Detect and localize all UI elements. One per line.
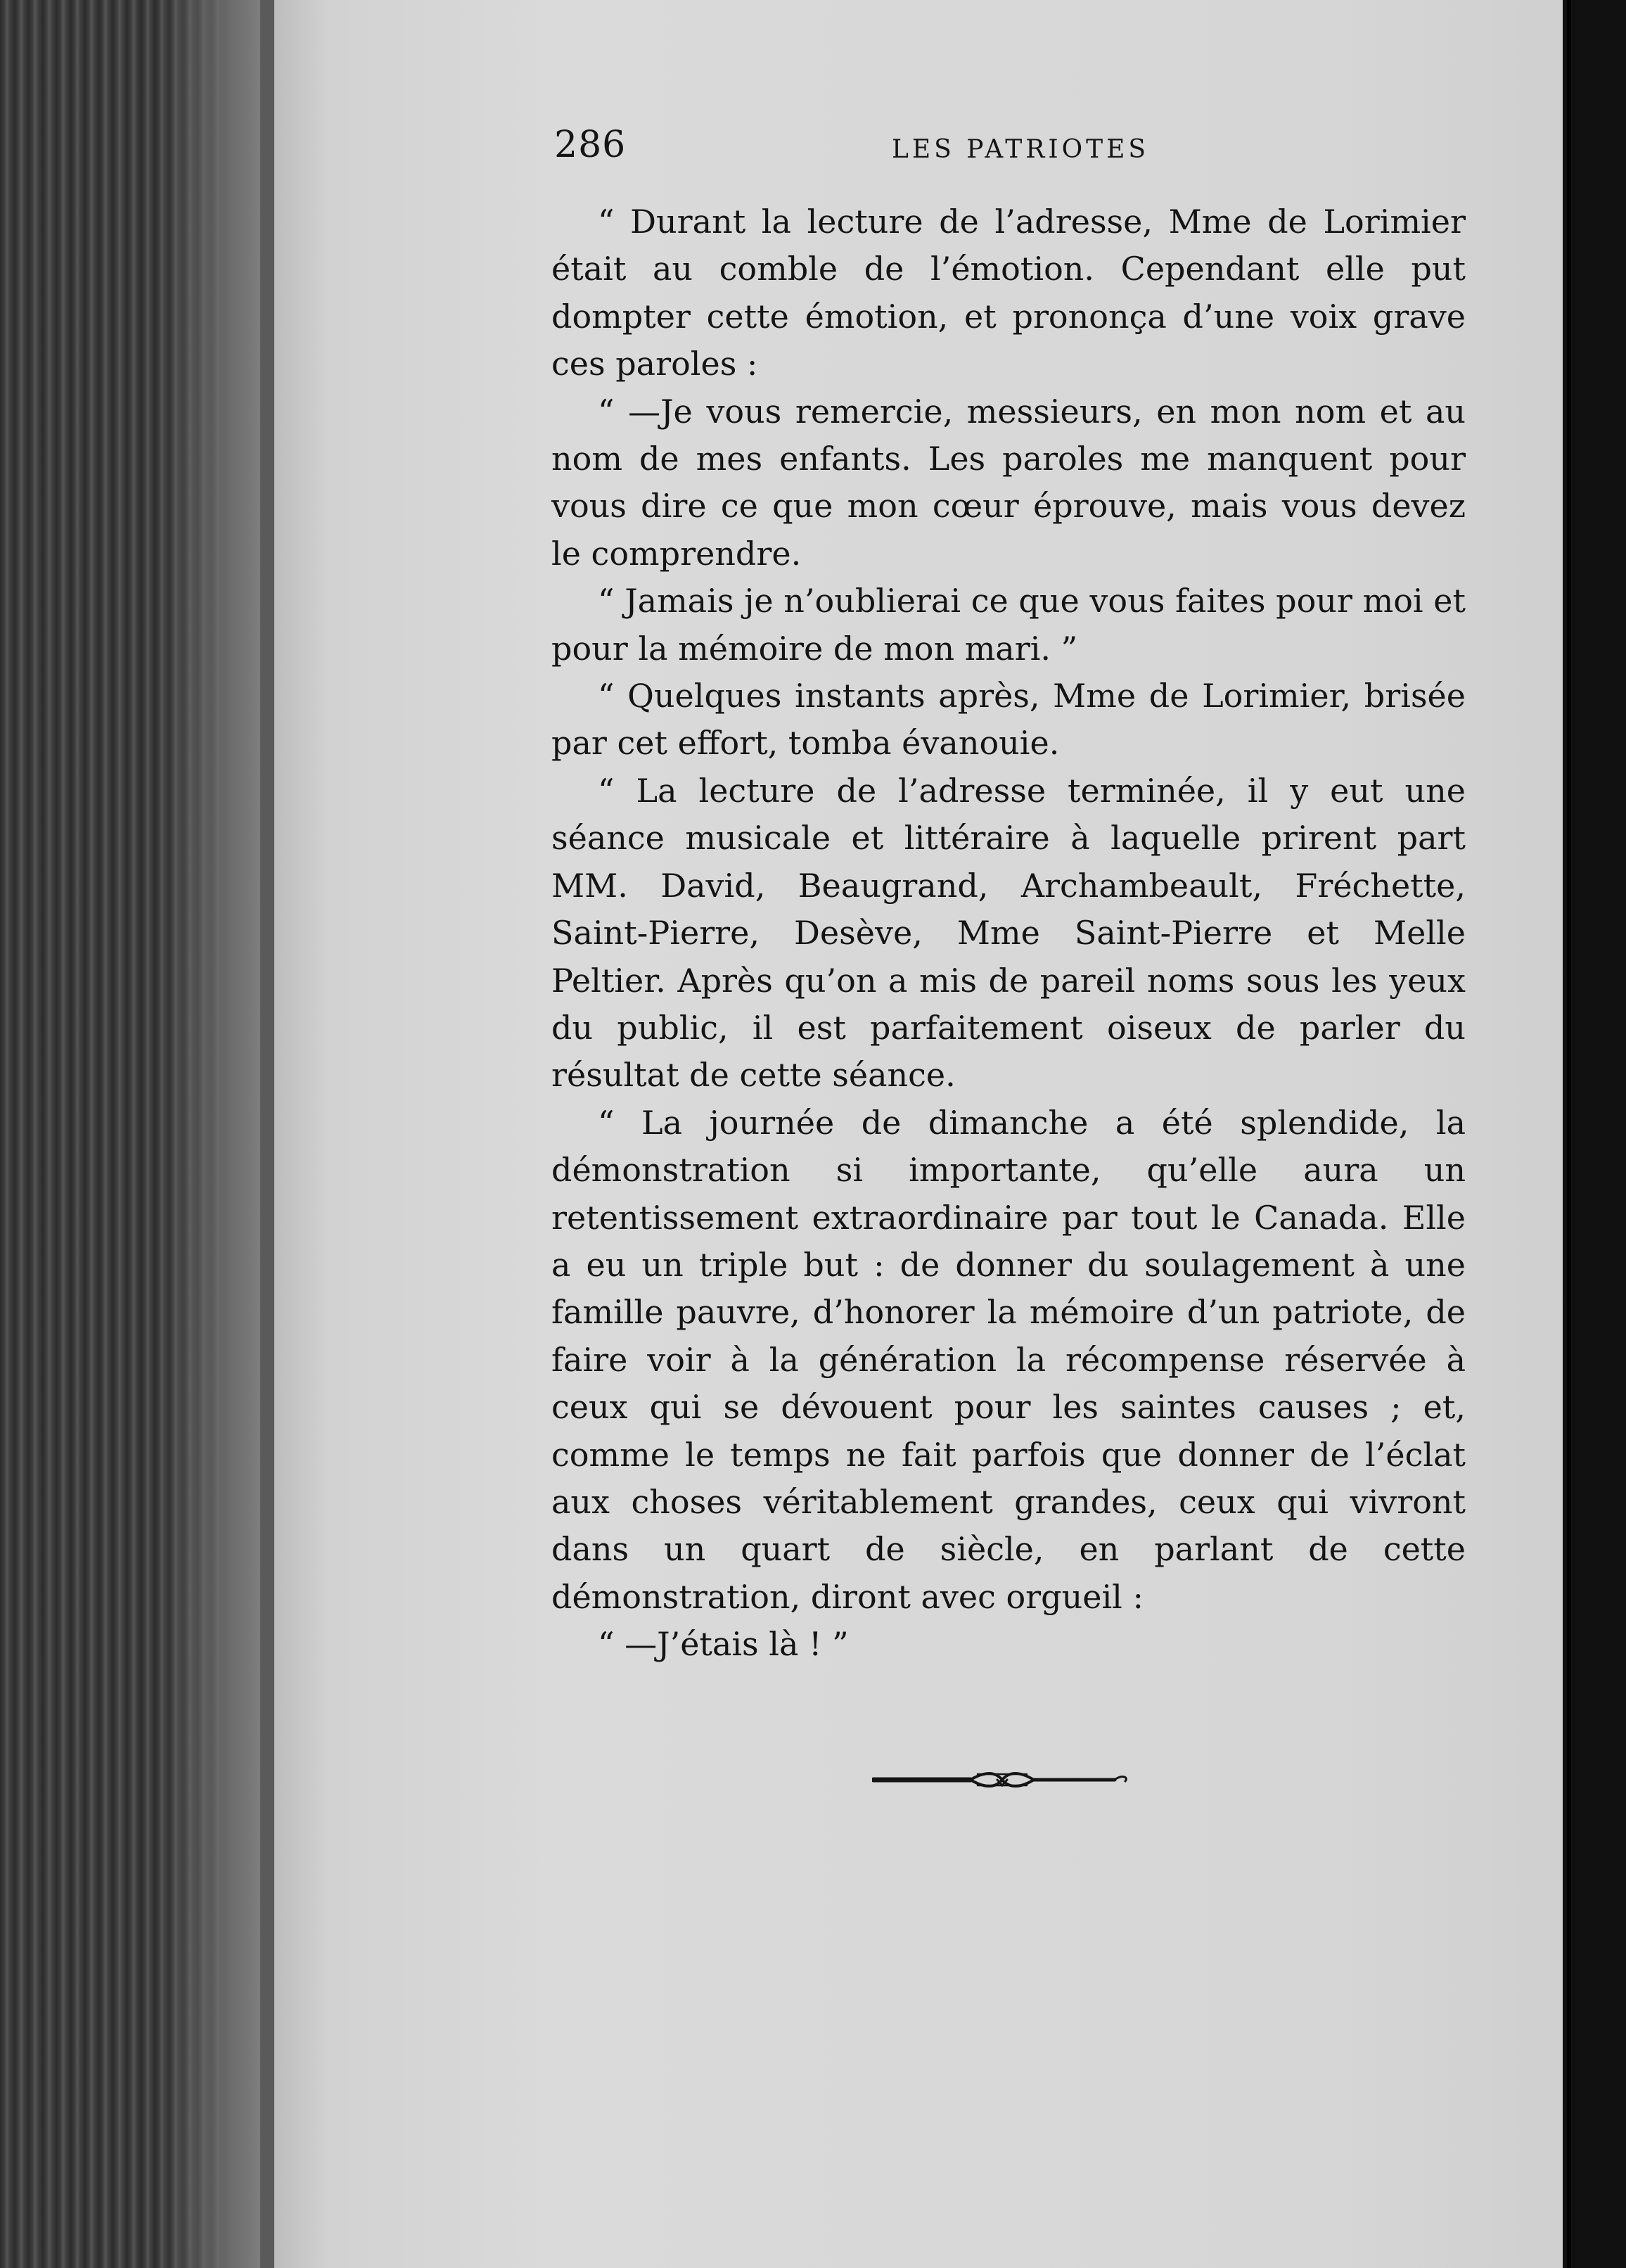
page-edge-line: [260, 0, 274, 2268]
paragraph: “ La journée de dimanche a été splendide, la démonstration si importante, qu’elle aura un retentissement extraordinaire par tout le Canada. Elle a eu un triple but : de donner du soulagement à une famille pauvre, d’honorer la mémoire d’un patriote, de faire voir à la génération la récompense réservée à ceux qui se dévouent pour les saintes causes ; et, comme le temps ne fait parfois que donner de l’éclat aux choses véritablement grandes, ceux qui vivront dans un quart de siècle, en parlant de cette démonstration, diront avec orgueil :: [551, 1103, 1466, 1616]
paragraph: “ —Je vous remercie, messieurs, en mon nom et au nom de mes enfants. Les paroles me manquent pour vous dire ce que mon cœur éprouve, mais vous devez le comprendre.: [551, 392, 1466, 573]
right-scan-border: [1563, 0, 1626, 2268]
body-text: [551, 198, 1466, 1669]
paragraph: “ La lecture de l’adresse terminée, il y eut une séance musicale et littéraire à laquelle prirent part MM. David, Beaugrand, Archambeault, Fréchette, Saint-Pierre, Desève, Mme Saint-Pierre et Melle Peltier. Après qu’on a mis de pareil noms sous les yeux du public, il est parfaitement oiseux de parler du résultat de cette séance.: [551, 771, 1466, 1095]
tailpiece-ornament-icon: [872, 1759, 1132, 1801]
paragraph: “ —J’étais là ! ”: [598, 1625, 849, 1664]
paragraph: “ Quelques instants après, Mme de Lorimier, brisée par cet effort, tomba évanouie.: [551, 677, 1466, 763]
running-title: LES PATRIOTES: [892, 135, 1150, 164]
paragraph: “ Jamais je n’oublierai ce que vous faites pour moi et pour la mémoire de mon mari. ”: [551, 582, 1466, 668]
page-number: 286: [554, 124, 627, 166]
paragraph: “ Durant la lecture de l’adresse, Mme de Lorimier était au comble de l’émotion. Cependant elle put dompter cette émotion, et prononça d’une voix grave ces paroles :: [551, 203, 1466, 383]
right-page-edge-line: [1567, 0, 1571, 2268]
